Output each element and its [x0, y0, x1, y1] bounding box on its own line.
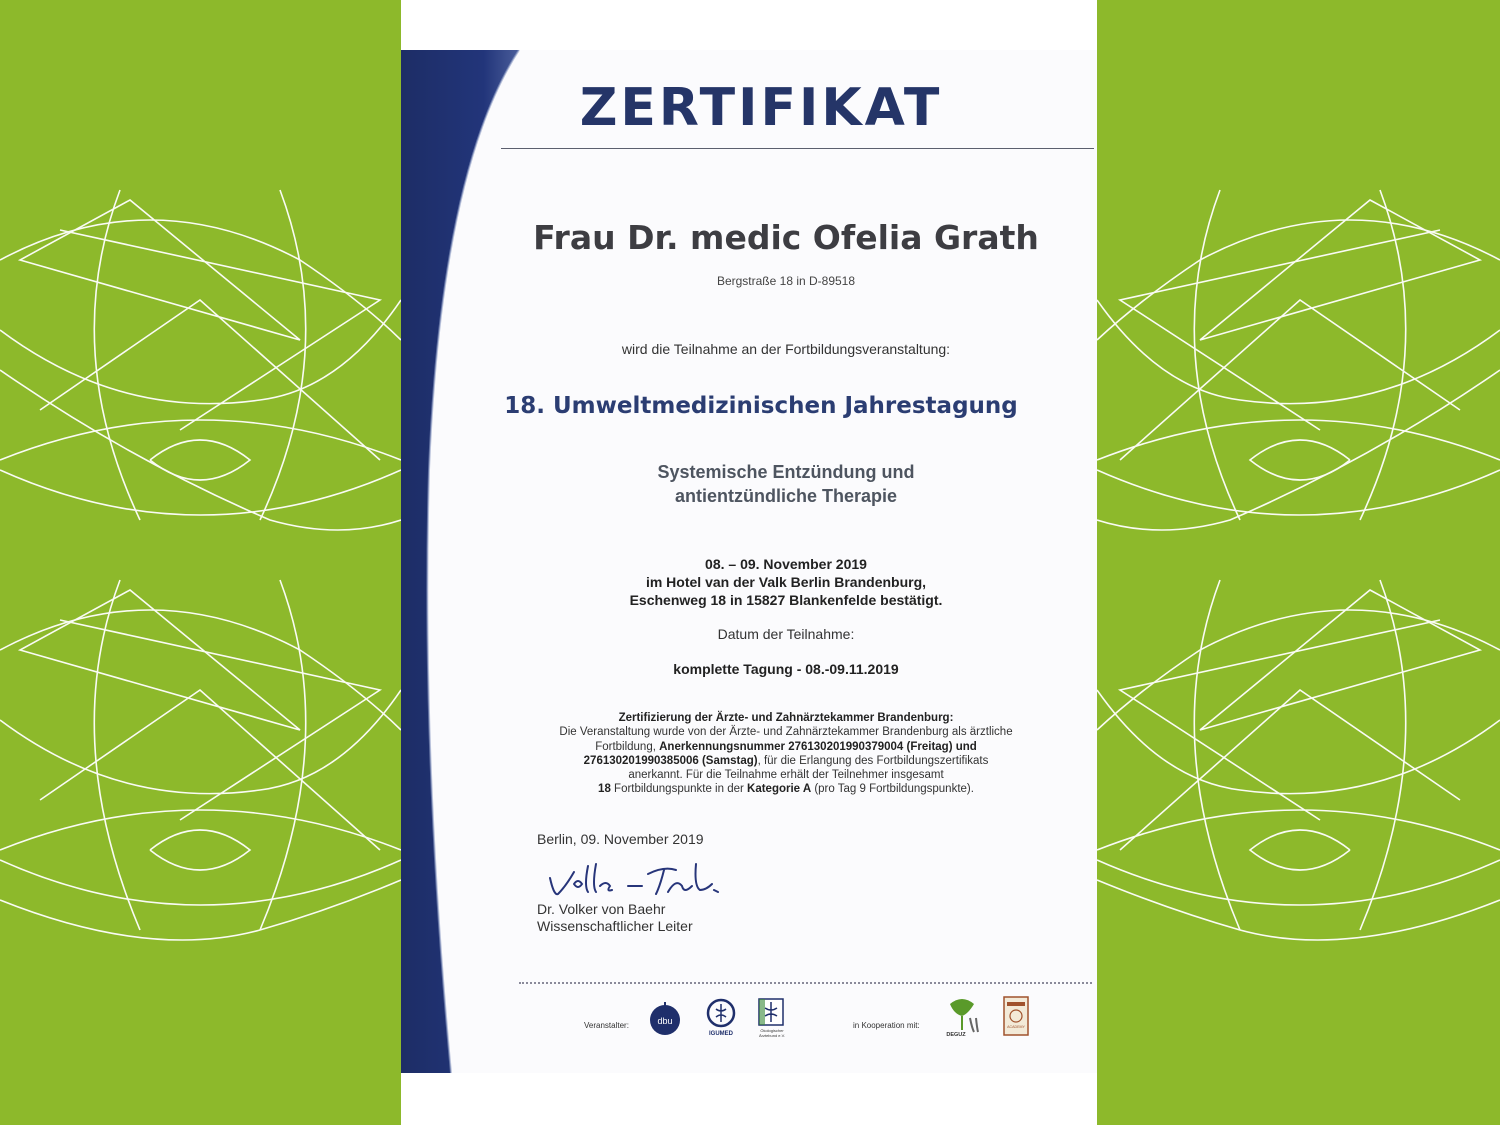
- cert-line-2: Fortbildung, Anerkennungsnummer 276130201990379004 (Freitag) und: [595, 740, 977, 753]
- attendance-label: Datum der Teilnahme:: [717, 626, 855, 642]
- signer-block: [537, 901, 693, 935]
- oekologischer-aerztebund-text: Ökologischer Ärztebund e.V.: [758, 1028, 786, 1038]
- left-decorative-panel: [0, 0, 401, 1125]
- certificate-sheet: [401, 50, 1097, 1073]
- certification-heading: Zertifizierung der Ärzte- und Zahnärztekammer Brandenburg:: [618, 712, 954, 724]
- signer-role: Wissenschaftlicher Leiter: [537, 918, 693, 934]
- igumed-logo: [704, 998, 738, 1038]
- event-date-location: [501, 555, 1071, 609]
- signer-name: Dr. Volker von Baehr: [537, 901, 666, 917]
- dbu-logo: [648, 1000, 682, 1036]
- recipient-address: Bergstraße 18 in D-89518: [716, 274, 856, 288]
- cert-line-3: 276130201990385006 (Samstag), für die Erlangung des Fortbildungszertifikats: [583, 754, 989, 767]
- academy-logo: [1003, 996, 1029, 1036]
- cert-line-4: anerkannt. Für die Teilnahme erhält der Teilnehmer insgesamt: [628, 769, 944, 782]
- title-divider: [501, 148, 1094, 149]
- certificate-title: ZERTIFIKAT: [579, 78, 943, 138]
- recipient-name: Frau Dr. medic Ofelia Grath: [533, 218, 1039, 257]
- ornament-pattern-left: [0, 0, 401, 1125]
- right-decorative-panel: [1097, 0, 1500, 1125]
- event-topic: [501, 460, 1071, 508]
- topic-line-2: antientzündliche Therapie: [674, 486, 898, 506]
- topic-line-1: Systemische Entzündung und: [657, 462, 915, 482]
- intro-text: wird die Teilnahme an der Fortbildungsveranstaltung:: [621, 341, 951, 357]
- deguz-logo-text: DEGUZ: [946, 1032, 966, 1038]
- footer-divider: [519, 982, 1092, 984]
- igumed-logo-text: IGUMED: [709, 1031, 733, 1037]
- attendance-value: komplette Tagung - 08.-09.11.2019: [673, 661, 899, 677]
- event-title: 18. Umweltmedizinischen Jahrestagung: [504, 393, 1018, 419]
- cooperation-label: in Kooperation mit:: [853, 1021, 920, 1030]
- date-line-3: Eschenweg 18 in 15827 Blankenfelde bestätigt.: [629, 592, 943, 608]
- dbu-logo-text: dbu: [657, 1016, 673, 1026]
- certification-block: [521, 711, 1051, 797]
- academy-logo-text: ACADEMY: [1007, 1025, 1025, 1029]
- date-line-1: 08. – 09. November 2019: [705, 556, 867, 572]
- signature: [544, 856, 734, 904]
- organizer-label: Veranstalter:: [584, 1021, 629, 1030]
- date-line-2: im Hotel van der Valk Berlin Brandenburg,: [645, 574, 927, 590]
- place-date: Berlin, 09. November 2019: [537, 831, 704, 847]
- ornament-pattern-right: [1097, 0, 1500, 1125]
- cert-line-1: Die Veranstaltung wurde von der Ärzte- und Zahnärztekammer Brandenburg als ärztliche: [559, 726, 1013, 739]
- deguz-logo: [944, 996, 982, 1038]
- cert-line-5: 18 Fortbildungspunkte in der Kategorie A (pro Tag 9 Fortbildungspunkte).: [598, 783, 974, 796]
